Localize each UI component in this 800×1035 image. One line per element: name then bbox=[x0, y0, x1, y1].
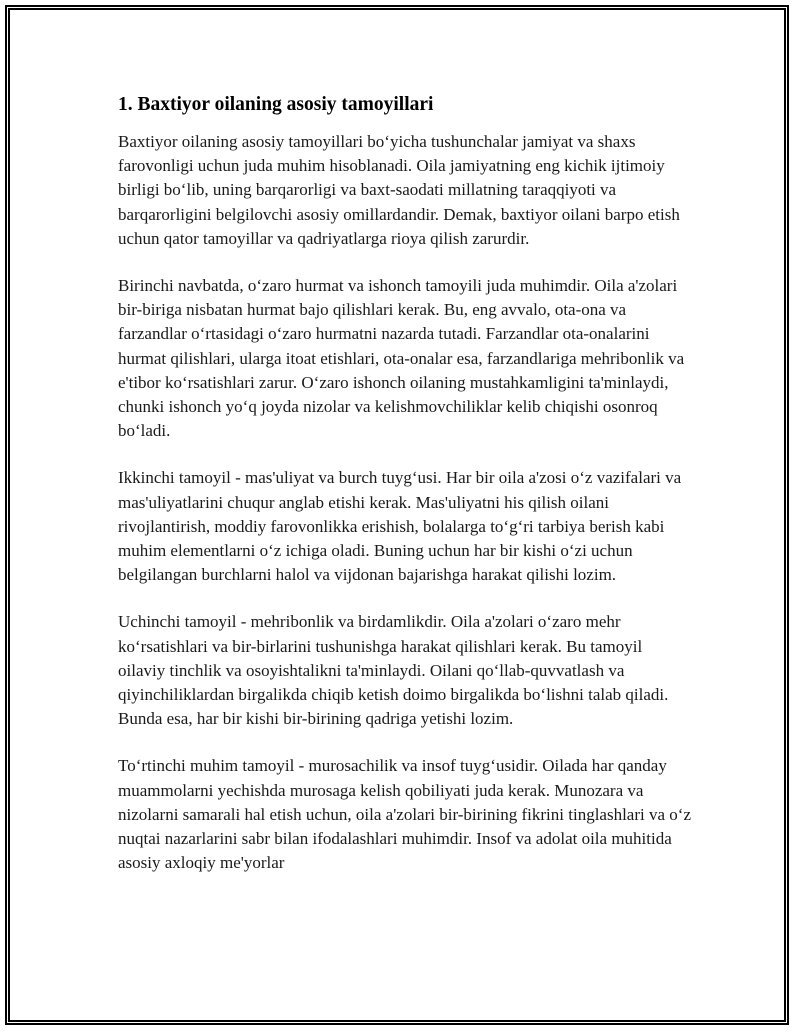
paragraph-second-principle: Ikkinchi tamoyil - mas'uliyat va burch tuyg‘usi. Har bir oila a'zosi o‘z vazifalari va mas'uliyatlarini chuqur anglab etishi kerak. Mas'uliyatni his qilish oilani rivojlantirish, moddiy farovonlikka erishish, bolalarga to‘g‘ri tarbiya berish kabi muhim elementlarni o‘z ichiga oladi. Buning uchun har bir kishi o‘zi uchun belgilangan burchlarni halol va vijdonan bajarishga harakat qilishi lozim. bbox=[118, 468, 682, 585]
document-body bbox=[118, 92, 693, 898]
paragraph-third-principle: Uchinchi tamoyil - mehribonlik va birdamlikdir. Oila a'zolari o‘zaro mehr ko‘rsatishlari va bir-birlarini tushunishga harakat qilishlari kerak. Bu tamoyil oilaviy tinchlik va osoyishtalikni ta'minlaydi. Oilani qo‘llab-quvvatlash va qiyinchiliklardan birgalikda chiqib ketish doimo birgalikda bo‘lishni talab qiladi. Bunda esa, har bir kishi bir-birining qadriga yetishi lozim. bbox=[118, 612, 669, 729]
section-heading: 1. Baxtiyor oilaning asosiy tamoyillari bbox=[118, 94, 434, 115]
paragraph-intro: Baxtiyor oilaning asosiy tamoyillari bo‘yicha tushunchalar jamiyat va shaxs farovonligi uchun juda muhim hisoblanadi. Oila jamiyatning eng kichik ijtimoiy birligi bo‘lib, uning barqarorligi va baxt-saodati millatning taraqqiyoti va barqarorligini belgilovchi asosiy omillardandir. Demak, baxtiyor oilani barpo etish uchun qator tamoyillar va qadriyatlarga rioya qilish zarurdir. bbox=[118, 132, 680, 248]
paragraph-first-principle: Birinchi navbatda, o‘zaro hurmat va ishonch tamoyili juda muhimdir. Oila a'zolari bir-biriga nisbatan hurmat bajo qilishlari kerak. Bu, eng avvalo, ota-ona va farzandlar o‘rtasidagi o‘zaro hurmatni nazarda tutadi. Farzandlar ota-onalarini hurmat qilishlari, ularga itoat etishlari, ota-onalar esa, farzandlariga mehribonlik va e'tibor ko‘rsatishlari zarur. O‘zaro ishonch oilaning mustahkamligini ta'minlaydi, chunki ishonch yo‘q joyda nizolar va kelishmovchiliklar kelib chiqishi osonroq bo‘ladi. bbox=[118, 276, 685, 441]
paragraph-fourth-principle: To‘rtinchi muhim tamoyil - murosachilik va insof tuyg‘usidir. Oilada har qanday muammolarni yechishda murosaga kelish qobiliyati juda kerak. Munozara va nizolarni samarali hal etish uchun, oila a'zolari bir-birining fikrini tinglashlari va o‘z nuqtai nazarlarini sabr bilan ifodalashlari muhimdir. Insof va adolat oila muhitida asosiy axloqiy me'yorlar bbox=[118, 756, 691, 873]
